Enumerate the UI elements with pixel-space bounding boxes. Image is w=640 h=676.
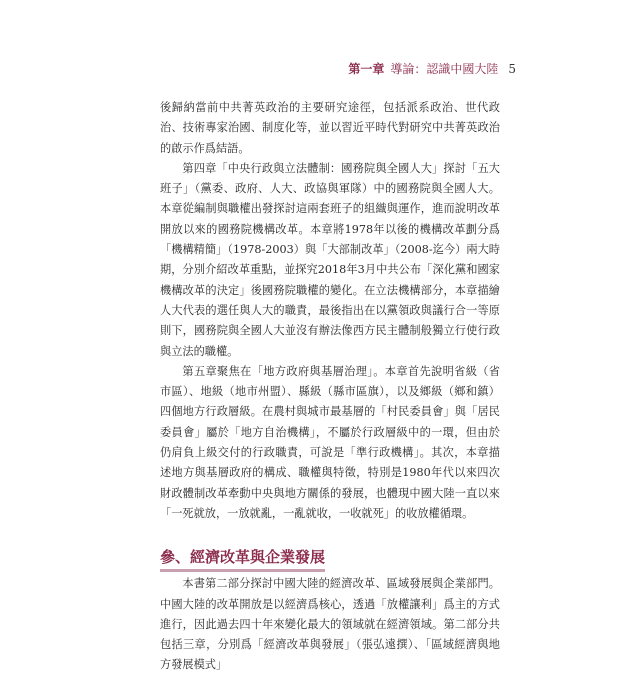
page-number: 5 xyxy=(508,61,516,76)
running-header xyxy=(348,60,516,77)
chapter-label: 第一章 xyxy=(348,62,385,76)
paragraph-chapter-five: 第五章聚焦在「地方政府與基層治理」。本章首先說明省級（省市區）、地級（地市州盟）、縣級（縣市區旗），以及鄉級（鄉和鎮）四個地方行政層級。在農村與城市最基層的「村民委員會」與「居民委員會」屬於「地方自治機構」，不屬於行政層級中的一環，但由於仍肩負上級交付的行政職責，可說是「準行政機構」。其次，本章描述地方與基層政府的構成、職權與特徵，特別是1980年代以來四次財政體制改革牽動中央與地方關係的發展，也體現中國大陸一直以來「一死就放，一放就亂，一亂就收，一收就死」的收放權循環。 xyxy=(160,364,500,520)
section-heading: 參、經濟改革與企業發展 xyxy=(160,546,325,572)
body-text xyxy=(160,98,500,676)
paragraph-chapter-four: 第四章「中央行政與立法體制：國務院與全國人大」探討「五大班子」（黨委、政府、人大、政協與軍隊）中的國務院與全國人大。本章從編制與職權出發探討這兩套班子的組織與運作，進而說明改革開放以來的國務院機構改革。本章將1978年以後的機構改革劃分爲「機構精簡」（1978-2003）與「大部制改革」（2008-迄今）兩大時期，分別介紹改革重點，並探究2018年3月中共公布「深化黨和國家機構改革的決定」後國務院職權的變化。在立法機構部分，本章描繪人大代表的選任與人大的職責，最後指出在以黨領政與議行合一等原則下，國務院與全國人大並沒有辦法像西方民主體制般獨立行使行政與立法的職權。 xyxy=(160,161,500,358)
paragraph-continuation: 後歸納當前中共菁英政治的主要研究途徑，包括派系政治、世代政治、技術專家治國、制度化等，並以習近平時代對研究中共菁英政治的啟示作爲結語。 xyxy=(160,101,500,155)
section-paragraph: 本書第二部分探討中國大陸的經濟改革、區域發展與企業部門。中國大陸的改革開放是以經濟爲核心，透過「放權讓利」爲主的方式進行，因此過去四十年來變化最大的領域就在經濟領域。第二部分共包括三章，分別爲「經濟改革與發展」（張弘遠撰）、「區域經濟與地方發展模式」 xyxy=(160,577,500,672)
chapter-title: 導論：認識中國大陸 xyxy=(390,62,499,76)
